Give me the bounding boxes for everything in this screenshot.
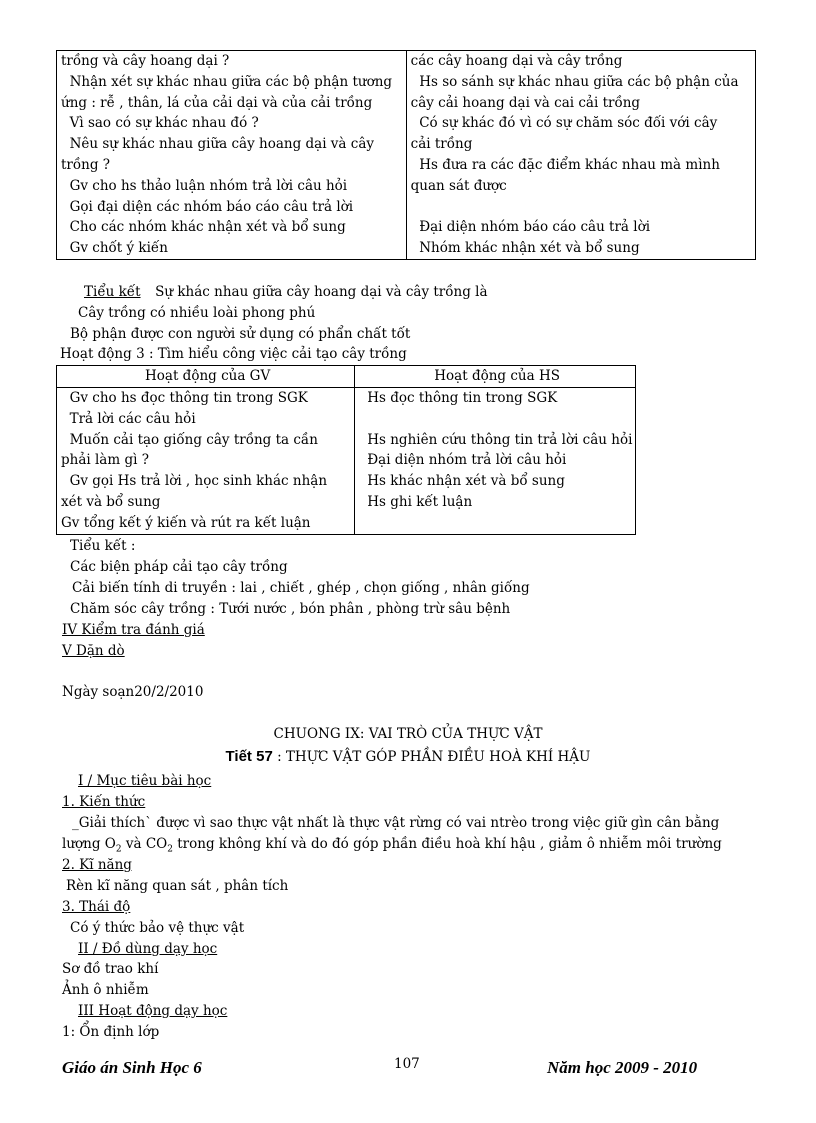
table1-left-line: trồng ? bbox=[61, 156, 111, 173]
table2-left-line: Gv cho hs đọc thông tin trong SGK bbox=[61, 390, 308, 406]
attitude-text: Có ý thức bảo vệ thực vật bbox=[70, 920, 245, 936]
table2-left-line: Gv gọi Hs trả lời , học sinh khác nhận bbox=[61, 473, 328, 490]
summary2-label: Tiểu kết : bbox=[70, 538, 136, 554]
header-hs: Hoạt động của HS bbox=[355, 366, 636, 388]
table2-left-line: Muốn cải tạo giống cây trồng ta cần bbox=[61, 431, 318, 448]
table2-right-line: Hs đọc thông tin trong SGK bbox=[367, 390, 558, 406]
table1-right-line: Đại diện nhóm báo cáo câu trả lời bbox=[410, 219, 651, 236]
kl2-c: trong không khí và do đó góp phần điều hoà khí hậu , giảm ô nhiễm môi trường bbox=[172, 836, 722, 852]
table2-right-line bbox=[367, 409, 635, 430]
knowledge-line2 bbox=[62, 834, 722, 861]
summary1-line2: Cây trồng có nhiều loài phong phú bbox=[78, 305, 316, 321]
summary2-line3: Chăm sóc cây trồng : Tưới nước , bón phân , phòng trừ sâu bệnh bbox=[70, 601, 511, 617]
table1-left-line: Gv cho hs thảo luận nhóm trả lời câu hỏi bbox=[61, 177, 348, 194]
materials-heading-text: II / Đồ dùng dạy học bbox=[78, 941, 218, 957]
footer-left: Giáo án Sinh Học 6 bbox=[62, 1058, 202, 1077]
table1-left-line: trồng và cây hoang dại ? bbox=[61, 53, 230, 69]
table2-left-cell bbox=[57, 388, 355, 535]
table2-right-cell bbox=[355, 388, 636, 535]
knowledge-heading: 1. Kiến thức bbox=[62, 794, 146, 810]
table2-left-line: phải làm gì ? bbox=[61, 452, 149, 469]
teaching-heading bbox=[78, 1001, 233, 1022]
table1-right-line: quan sát được bbox=[410, 177, 507, 194]
objectives-heading bbox=[78, 771, 217, 792]
co2-subscript: 2 bbox=[167, 844, 173, 855]
section4-heading: IV Kiểm tra đánh giá bbox=[62, 622, 205, 638]
activity-table-continued bbox=[56, 50, 756, 260]
materials-heading bbox=[78, 939, 227, 960]
lesson-title bbox=[0, 746, 816, 768]
materials-item2: Ảnh ô nhiễm bbox=[62, 982, 149, 998]
table1-left-line: Cho các nhóm khác nhận xét và bổ sung bbox=[61, 219, 346, 236]
date-prepared: Ngày soạn20/2/2010 bbox=[62, 684, 204, 700]
summary2-line1: Các biện pháp cải tạo cây trồng bbox=[70, 559, 288, 575]
skills-text: Rèn kĩ năng quan sát , phân tích bbox=[66, 878, 289, 894]
table1-right-line: cây cải hoang dại và cai cải trồng bbox=[410, 94, 641, 111]
o2-subscript: 2 bbox=[115, 844, 122, 855]
page-number: 107 bbox=[394, 1056, 420, 1072]
header-gv: Hoạt động của GV bbox=[57, 366, 355, 388]
table2-left-line: Gv tổng kết ý kiến và rút ra kết luận bbox=[61, 514, 311, 531]
summary1-line3: Bộ phận được con người sử dụng có phẩn chất tốt bbox=[70, 326, 411, 342]
teaching-item1: 1: Ổn định lớp bbox=[62, 1024, 160, 1040]
table1-right-line bbox=[411, 197, 755, 218]
table1-left-line: Nêu sự khác nhau giữa cây hoang dại và cây bbox=[61, 136, 375, 153]
skills-heading: 2. Kĩ năng bbox=[62, 857, 132, 873]
summary2-line2: Cải biến tính di truyền : lai , chiết , ghép , chọn giống , nhân giống bbox=[72, 580, 530, 596]
table1-left-line: Vì sao có sự khác nhau đó ? bbox=[61, 115, 259, 132]
table1-left-line: Gọi đại diện các nhóm báo cáo câu trả lời bbox=[61, 198, 354, 215]
table1-right-line: Hs so sánh sự khác nhau giữa các bộ phận của bbox=[410, 73, 739, 90]
table2-right-line: Đại diện nhóm trả lời câu hỏi bbox=[367, 452, 567, 469]
attitude-heading bbox=[62, 897, 142, 918]
chapter-title: CHUONG IX: VAI TRÒ CỦA THỰC VẬT bbox=[273, 726, 543, 742]
lesson-name: : THỰC VẬT GÓP PHẦN ĐIỀU HOÀ KHÍ HẬU bbox=[277, 749, 591, 765]
objectives-heading-text: I / Mục tiêu bài học bbox=[78, 773, 212, 789]
table2-right-line: Hs khác nhận xét và bổ sung bbox=[367, 473, 565, 490]
activity3-title: Hoạt động 3 : Tìm hiểu công việc cải tạo cây trồng bbox=[60, 346, 407, 362]
table2-left-line: Trả lời các câu hỏi bbox=[61, 410, 196, 427]
teaching-heading-text: III Hoạt động dạy học bbox=[78, 1003, 228, 1019]
activity3-table bbox=[56, 365, 636, 535]
table1-left-cell bbox=[57, 51, 407, 260]
footer-right: Năm học 2009 - 2010 bbox=[547, 1058, 698, 1077]
summary1-line bbox=[80, 282, 488, 303]
summary1-label: Tiểu kết bbox=[84, 284, 141, 300]
table1-right-line: Nhóm khác nhận xét và bổ sung bbox=[410, 240, 640, 257]
table2-left-line: xét và bổ sung bbox=[61, 493, 161, 510]
table2-right-line: Hs ghi kết luận bbox=[367, 493, 473, 510]
knowledge-line1: _Giải thích` được vì sao thực vật nhất là thực vật rừng có vai ntrèo trong việc giữ gìn cân bằng bbox=[72, 815, 720, 831]
table1-right-line: các cây hoang dại và cây trồng bbox=[410, 53, 623, 69]
table1-left-line: Gv chốt ý kiến bbox=[61, 240, 168, 257]
section5-heading: V Dặn dò bbox=[62, 643, 125, 659]
kl2-a: lượng O bbox=[62, 836, 116, 852]
table1-left-line: Nhận xét sự khác nhau giữa các bộ phận tương bbox=[61, 73, 393, 90]
summary1-text: Sự khác nhau giữa cây hoang dại và cây trồng là bbox=[155, 284, 488, 300]
table1-right-line: Có sự khác đó vì có sự chăm sóc đối với cây bbox=[410, 115, 718, 132]
table1-right-line: cải trồng bbox=[410, 136, 473, 153]
table2-right-line: Hs nghiên cứu thông tin trả lời câu hỏi bbox=[367, 431, 633, 448]
table1-right-cell bbox=[406, 51, 755, 260]
table1-right-line: Hs đưa ra các đặc điểm khác nhau mà mình bbox=[410, 156, 720, 173]
lesson-label: Tiết 57 bbox=[225, 748, 273, 765]
kl2-b: và CO bbox=[121, 836, 168, 852]
attitude-heading-text: 3. Thái độ bbox=[62, 899, 131, 915]
materials-item1: Sơ đồ trao khí bbox=[62, 961, 159, 977]
table2-right-line bbox=[367, 513, 635, 534]
table1-left-line: ứng : rễ , thân, lá của cải dại và của cải trồng bbox=[61, 94, 373, 111]
